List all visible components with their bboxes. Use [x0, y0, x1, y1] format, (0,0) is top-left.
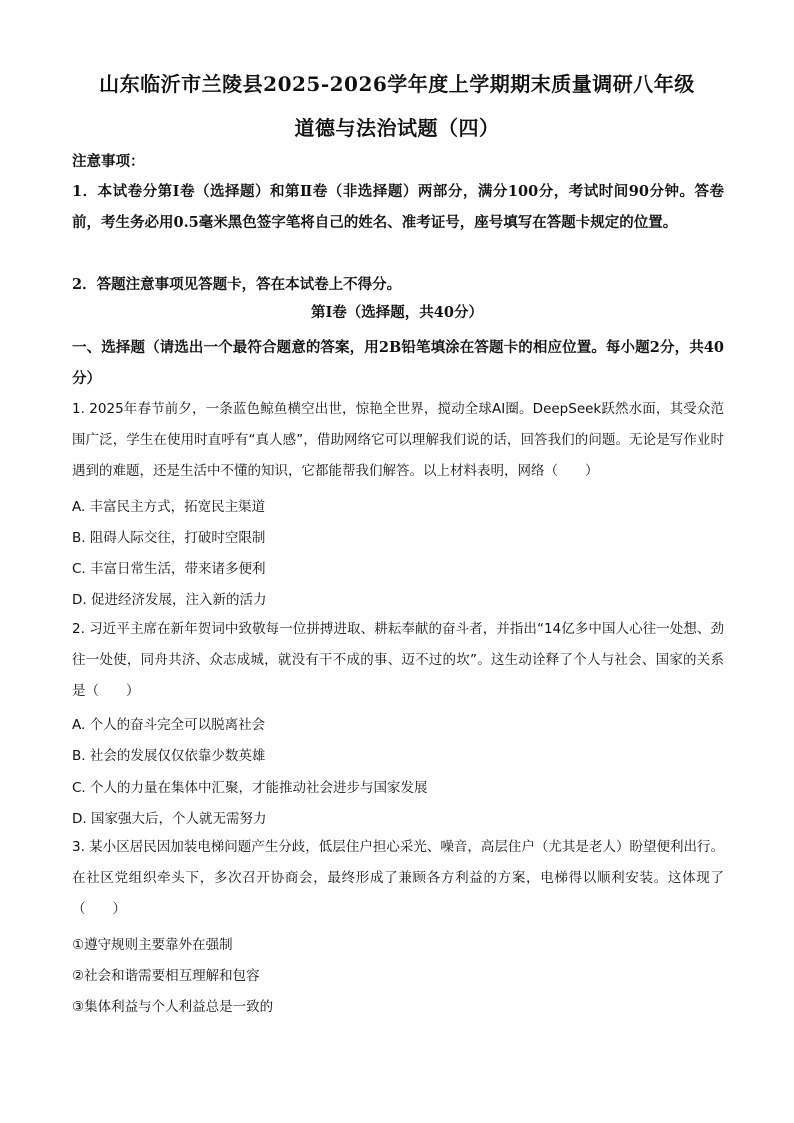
question-1-option-a: A. 丰富民主方式，拓宽民主渠道: [72, 499, 266, 515]
exam-title-line2: 道德与法治试题（四）: [294, 116, 500, 140]
section-title: 第Ⅰ卷（选择题，共40分）: [311, 304, 483, 321]
question-3-option-1: ①遵守规则主要靠外在强制: [72, 937, 233, 953]
part-heading: 一、选择题（请选出一个最符合题意的答案，用2B铅笔填涂在答题卡的相应位置。每小题2分，共40分）: [72, 339, 724, 387]
question-1-option-b: B. 阻碍人际交往，打破时空限制: [72, 530, 266, 546]
notice-item-2: 2．答题注意事项见答题卡，答在本试卷上不得分。: [72, 276, 402, 293]
question-1-option-c: C. 丰富日常生活，带来诸多便利: [72, 561, 266, 577]
notice-item-1: 1．本试卷分第Ⅰ卷（选择题）和第Ⅱ卷（非选择题）两部分，满分100分，考试时间90分钟。答卷前，考生务必用0.5毫米黑色签字笔将自己的姓名、准考证号，座号填写在答题卡规定的位置。: [72, 183, 724, 231]
question-2-option-d: D. 国家强大后，个人就无需努力: [72, 811, 267, 827]
exam-title-line1: 山东临沂市兰陵县2025-2026学年度上学期期末质量调研八年级: [99, 72, 695, 96]
question-3-stem: 3. 某小区居民因加装电梯问题产生分歧，低层住户担心采光、噪音，高层住户（尤其是老人）盼望便利出行。在社区党组织牵头下，多次召开协商会，最终形成了兼顾各方利益的方案，电梯得以顺利安装。这体现了（ ）: [72, 839, 724, 917]
question-2-option-a: A. 个人的奋斗完全可以脱离社会: [72, 717, 266, 733]
question-3-option-3: ③集体利益与个人利益总是一致的: [72, 999, 274, 1015]
notice-heading: 注意事项：: [72, 153, 145, 170]
question-2-stem: 2. 习近平主席在新年贺词中致敬每一位拼搏进取、耕耘奉献的奋斗者，并指出“14亿多中国人心往一处想、劲往一处使，同舟共济、众志成城，就没有干不成的事、迈不过的坎”。这生动诠释了个人与社会、国家的关系是（ ）: [72, 621, 724, 699]
question-3-option-2: ②社会和谐需要相互理解和包容: [72, 968, 260, 984]
question-1-stem: 1. 2025年春节前夕，一条蓝色鲸鱼横空出世，惊艳全世界，搅动全球AI圈。DeepSeek跃然水面，其受众范围广泛，学生在使用时直呼有“真人感”，借助网络它可以理解我们说的话，回答我们的问题。无论是写作业时遇到的难题，还是生活中不懂的知识，它都能帮我们解答。以上材料表明，网络（ ）: [72, 401, 724, 479]
question-2-option-c: C. 个人的力量在集体中汇聚，才能推动社会进步与国家发展: [72, 780, 428, 796]
question-2-option-b: B. 社会的发展仅仅依靠少数英雄: [72, 748, 266, 764]
question-1-option-d: D. 促进经济发展，注入新的活力: [72, 592, 267, 608]
